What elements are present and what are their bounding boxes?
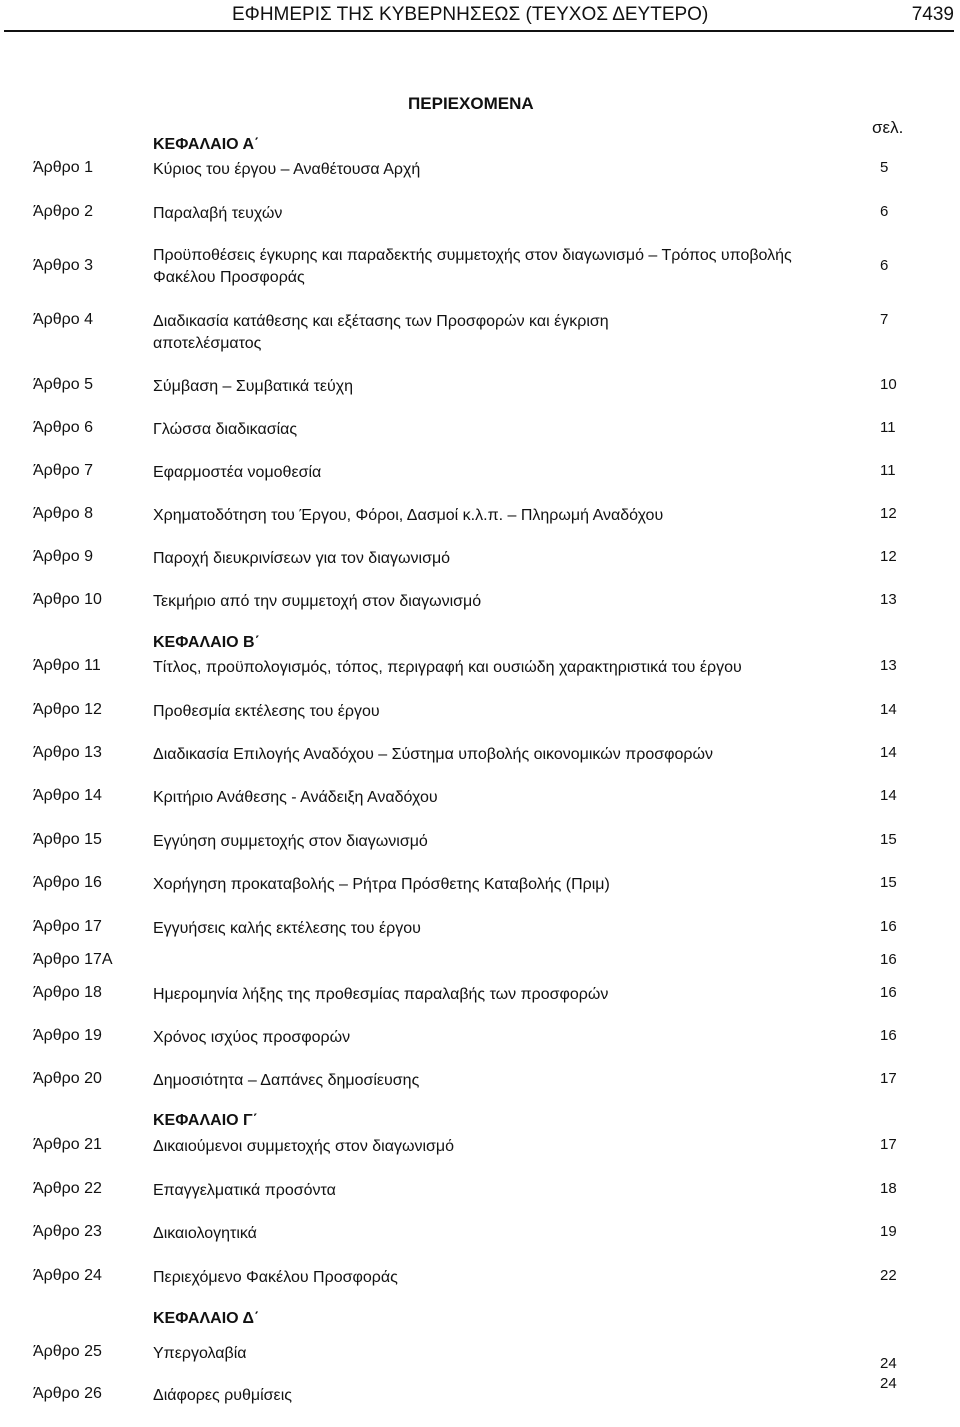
page-number: 15 [880,831,897,848]
article-number: Άρθρο 16 [33,874,102,891]
page-number: 13 [880,591,897,608]
page-number: 5 [880,159,889,176]
page-number: 7 [880,311,889,328]
chapter-heading-b: ΚΕΦΑΛΑΙΟ Β΄ [153,634,260,651]
page-number: 14 [880,744,897,761]
article-title: Εφαρμοστέα νομοθεσία [153,464,322,481]
article-number: Άρθρο 1 [33,159,94,176]
article-number: Άρθρο 3 [33,257,94,274]
article-number: Άρθρο 15 [33,831,102,848]
article-number: Άρθρο 6 [33,419,94,436]
article-number: Άρθρο 8 [33,505,94,522]
page-number: 16 [880,918,897,935]
article-number: Άρθρο 23 [33,1223,102,1240]
article-title: Εγγύηση συμμετοχής στον διαγωνισμό [153,833,428,850]
article-title: Υπεργολαβία [153,1345,247,1362]
article-number: Άρθρο 21 [33,1136,102,1153]
chapter-heading-a: ΚΕΦΑΛΑΙΟ Α΄ [153,136,260,153]
article-title: Προϋποθέσεις έγκυρης και παραδεκτής συμμετοχής στον διαγωνισμό – Τρόπος υποβολής Φακέλου Προσφοράς [153,247,792,286]
page-column-label: σελ. [872,118,904,137]
article-number: Άρθρο 25 [33,1343,102,1360]
article-title: Τίτλος, προϋπολογισμός, τόπος, περιγραφή και ουσιώδη χαρακτηριστικά του έργου [153,659,742,676]
article-number: Άρθρο 11 [33,657,101,674]
article-title: Διαδικασία Επιλογής Αναδόχου – Σύστημα υποβολής οικονομικών προσφορών [153,746,713,763]
article-title: Διάφορες ρυθμίσεις [153,1387,292,1404]
page-number: 17 [880,1136,897,1153]
page-number: 14 [880,787,897,804]
page-number: 17 [880,1070,897,1087]
article-title: Παραλαβή τευχών [153,205,283,222]
page-number: 24 [880,1375,897,1392]
article-title: Επαγγελματικά προσόντα [153,1182,336,1199]
page-number: 6 [880,257,889,274]
chapter-heading-c: ΚΕΦΑΛΑΙΟ Γ΄ [153,1112,258,1129]
page-number: 22 [880,1267,897,1284]
page-number: 24 [880,1355,897,1372]
page-number: 13 [880,657,897,674]
article-number: Άρθρο 4 [33,311,94,328]
article-title: Χρηματοδότηση του Έργου, Φόροι, Δασμοί κ.λ.π. – Πληρωμή Αναδόχου [153,507,664,524]
article-title: Ημερομηνία λήξης της προθεσμίας παραλαβής των προσφορών [153,986,609,1003]
article-number: Άρθρο 12 [33,701,102,718]
article-number: Άρθρο 9 [33,548,94,565]
article-title: Διαδικασία κατάθεσης και εξέτασης των Προσφορών και έγκριση αποτελέσματος [153,313,609,352]
article-title: Προθεσμία εκτέλεσης του έργου [153,703,380,720]
article-number: Άρθρο 2 [33,203,94,220]
article-number: Άρθρο 18 [33,984,102,1001]
article-number: Άρθρο 10 [33,591,102,608]
page-header [0,0,960,30]
article-title: Κριτήριο Ανάθεσης - Ανάδειξη Αναδόχου [153,789,438,806]
page-number: 16 [880,951,897,968]
article-title: Περιεχόμενο Φακέλου Προσφοράς [153,1269,398,1286]
gazette-page-number: 7439 [911,4,954,25]
article-number: Άρθρο 17Α [33,951,113,968]
page-number: 11 [880,462,896,479]
article-title: Γλώσσα διαδικασίας [153,421,298,438]
article-number: Άρθρο 13 [33,744,102,761]
gazette-title: ΕΦΗΜΕΡΙΣ ΤΗΣ ΚΥΒΕΡΝΗΣΕΩΣ (ΤΕΥΧΟΣ ΔΕΥΤΕΡΟ) [232,4,709,25]
page-number: 10 [880,376,897,393]
page-number: 16 [880,984,897,1001]
article-number: Άρθρο 14 [33,787,102,804]
article-title: Χρόνος ισχύος προσφορών [153,1029,351,1046]
toc-title: ΠΕΡΙΕΧΟΜΕΝΑ [408,94,534,113]
article-number: Άρθρο 7 [33,462,94,479]
article-number: Άρθρο 26 [33,1385,102,1402]
article-title: Εγγυήσεις καλής εκτέλεσης του έργου [153,920,421,937]
page-number: 12 [880,548,897,565]
article-number: Άρθρο 20 [33,1070,102,1087]
page-number: 18 [880,1180,897,1197]
header-divider [4,30,954,32]
article-title: Δικαιολογητικά [153,1225,257,1242]
article-title: Κύριος του έργου – Αναθέτουσα Αρχή [153,161,421,178]
page-number: 16 [880,1027,897,1044]
chapter-heading-d: ΚΕΦΑΛΑΙΟ Δ΄ [153,1310,260,1327]
article-title: Σύμβαση – Συμβατικά τεύχη [153,378,354,395]
page-number: 15 [880,874,897,891]
article-title: Τεκμήριο από την συμμετοχή στον διαγωνισμό [153,593,482,610]
article-number: Άρθρο 22 [33,1180,102,1197]
article-title: Χορήγηση προκαταβολής – Ρήτρα Πρόσθετης Καταβολής (Πριμ) [153,876,610,893]
article-title: Δικαιούμενοι συμμετοχής στον διαγωνισμό [153,1138,455,1155]
article-title: Παροχή διευκρινίσεων για τον διαγωνισμό [153,550,451,567]
article-number: Άρθρο 19 [33,1027,102,1044]
page-number: 12 [880,505,897,522]
page-number: 11 [880,419,896,436]
article-number: Άρθρο 5 [33,376,94,393]
article-title: Δημοσιότητα – Δαπάνες δημοσίευσης [153,1072,420,1089]
page-number: 6 [880,203,889,220]
article-number: Άρθρο 17 [33,918,102,935]
page-number: 19 [880,1223,897,1240]
article-number: Άρθρο 24 [33,1267,102,1284]
page-number: 14 [880,701,897,718]
